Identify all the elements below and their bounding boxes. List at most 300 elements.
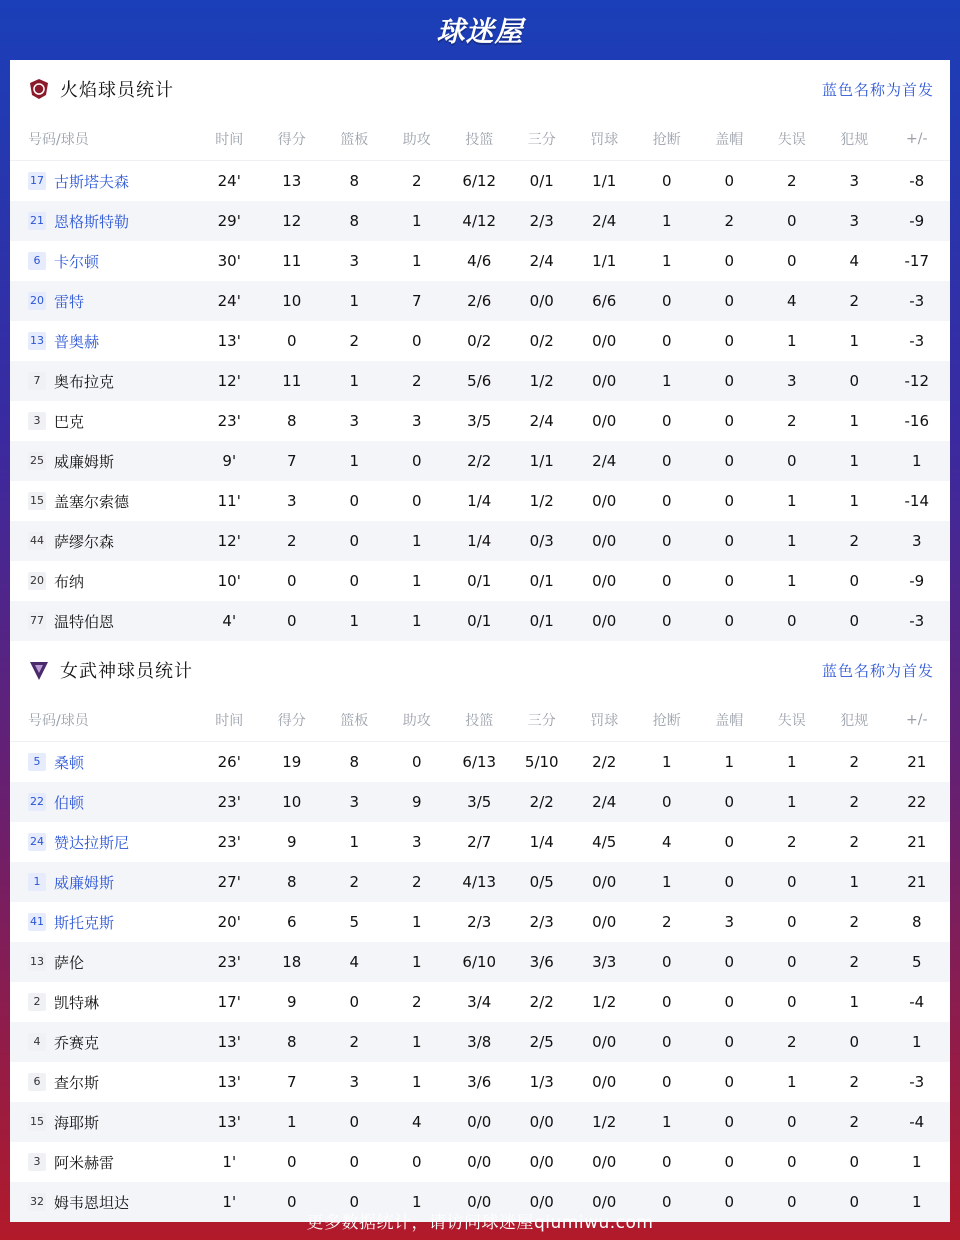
stat-cell: 9 (286, 993, 297, 1011)
stat-cell: -3 (909, 332, 925, 350)
table-row (10, 942, 950, 982)
stat-cell: 2/4 (592, 793, 617, 811)
table-row (10, 161, 950, 201)
stat-cell: 1 (786, 1073, 797, 1091)
stat-cell: 17' (217, 993, 241, 1011)
stat-cell: 0 (349, 572, 360, 590)
stat-cell: 1 (786, 532, 797, 550)
stat-cell: 0 (724, 492, 735, 510)
table-row (10, 782, 950, 822)
stat-cell: 5/6 (467, 372, 492, 390)
player-name[interactable]: 威廉姆斯 (54, 452, 115, 471)
stat-cell: 4 (349, 953, 360, 971)
column-header: 投篮 (465, 713, 494, 729)
stat-cell: 0 (724, 793, 735, 811)
stat-cell: 13' (217, 1113, 241, 1131)
stat-cell: 0/0 (592, 332, 617, 350)
stat-cell: 0 (286, 572, 297, 590)
stat-cell: -16 (904, 412, 929, 430)
page-header (0, 0, 960, 60)
stat-cell: 0 (661, 793, 672, 811)
column-header: 时间 (215, 713, 244, 729)
player-cell (10, 171, 198, 192)
stat-cell: 3 (911, 532, 922, 550)
stat-cell: 2 (849, 532, 860, 550)
table-row (10, 201, 950, 241)
stat-cell: 2 (349, 1033, 360, 1051)
stat-cell: 0 (786, 452, 797, 470)
stat-cell: -9 (909, 572, 925, 590)
stat-cell: 18 (282, 953, 302, 971)
stat-cell: 11 (282, 372, 302, 390)
stat-cell: 10 (282, 292, 302, 310)
jersey-number: 13 (28, 332, 46, 350)
stat-cell: 0 (661, 492, 672, 510)
stat-cell: -14 (904, 492, 929, 510)
stat-cell: 1 (661, 372, 672, 390)
player-cell (10, 912, 198, 933)
stat-cell: 0/0 (467, 1193, 492, 1211)
player-cell (10, 872, 198, 893)
stat-cell: 0 (786, 612, 797, 630)
table-row (10, 982, 950, 1022)
stat-cell: 1 (411, 1073, 422, 1091)
player-cell (10, 331, 198, 352)
column-header: 助攻 (402, 713, 431, 729)
stat-cell: 0 (661, 1193, 672, 1211)
player-cell (10, 1032, 198, 1053)
stat-cell: 0 (411, 332, 422, 350)
stat-cell: 11 (282, 252, 302, 270)
player-name[interactable]: 布纳 (54, 572, 85, 591)
stat-cell: 2/5 (529, 1033, 554, 1051)
stat-cell: 0/2 (529, 332, 554, 350)
stat-cell: 0 (786, 873, 797, 891)
stat-cell: 12' (217, 532, 241, 550)
stat-cell: 2/2 (467, 452, 492, 470)
stat-cell: 21 (907, 833, 927, 851)
table-row (10, 321, 950, 361)
stat-cell: 2 (786, 1033, 797, 1051)
stat-cell: 6 (286, 913, 297, 931)
stat-cell: 0 (661, 1073, 672, 1091)
player-name[interactable]: 萨伦 (54, 953, 85, 972)
player-cell (10, 211, 198, 232)
player-name[interactable]: 萨缪尔森 (54, 532, 115, 551)
stat-cell: -3 (909, 1073, 925, 1091)
stat-cell: 2/4 (592, 452, 617, 470)
stat-cell: 1/2 (592, 993, 617, 1011)
stat-cell: 1 (411, 612, 422, 630)
stat-cell: 0 (411, 452, 422, 470)
stat-cell: 1 (411, 1193, 422, 1211)
column-header: 投篮 (465, 132, 494, 148)
stat-cell: 7 (286, 1073, 297, 1091)
stat-cell: 0 (286, 1153, 297, 1171)
player-name[interactable]: 桑顿 (54, 753, 85, 772)
stat-cell: 0 (849, 572, 860, 590)
stat-cell: 2 (849, 833, 860, 851)
stat-cell: 1 (661, 212, 672, 230)
team-title: 女武神球员统计 (60, 661, 193, 682)
stat-cell: 3 (786, 372, 797, 390)
stat-cell: 1 (411, 532, 422, 550)
table-header-row (10, 699, 950, 742)
stat-cell: 13' (217, 1073, 241, 1091)
player-name[interactable]: 威廉姆斯 (54, 873, 115, 892)
stat-cell: 1 (661, 753, 672, 771)
player-name[interactable]: 赞达拉斯尼 (54, 833, 130, 852)
stat-cell: 0/1 (467, 612, 492, 630)
stat-cell: 1 (661, 1113, 672, 1131)
stat-cell: -4 (909, 1113, 925, 1131)
stat-cell: 0 (724, 1153, 735, 1171)
stat-cell: 5 (349, 913, 360, 931)
stat-cell: 0 (661, 332, 672, 350)
stat-cell: 7 (286, 452, 297, 470)
stat-cell: -17 (904, 252, 929, 270)
player-name[interactable]: 凯特琳 (54, 993, 100, 1012)
stat-cell: 0 (724, 452, 735, 470)
player-cell (10, 1152, 198, 1173)
stat-cell: 3 (411, 412, 422, 430)
stat-cell: 0/1 (529, 172, 554, 190)
stat-cell: 1/4 (467, 492, 492, 510)
stat-cell: 0/0 (592, 913, 617, 931)
column-header: 时间 (215, 132, 244, 148)
jersey-number: 6 (28, 252, 46, 270)
stat-cell: 0 (724, 372, 735, 390)
stat-cell: 0 (724, 1113, 735, 1131)
player-name[interactable]: 伯顿 (54, 793, 85, 812)
player-cell (10, 291, 198, 312)
stat-cell: 22 (907, 793, 927, 811)
stat-cell: 3/6 (529, 953, 554, 971)
stat-cell: 1 (661, 873, 672, 891)
team-section (10, 641, 950, 1222)
stat-cell: 3/4 (467, 993, 492, 1011)
stat-cell: 0/0 (592, 1193, 617, 1211)
stat-cell: 0 (724, 332, 735, 350)
stat-cell: 0/0 (592, 873, 617, 891)
jersey-number: 17 (28, 172, 46, 190)
team-section (10, 60, 950, 641)
stat-cell: 13' (217, 1033, 241, 1051)
stat-cell: 3/5 (467, 793, 492, 811)
stat-cell: 3 (286, 492, 297, 510)
column-header: 罚球 (590, 713, 619, 729)
team-title: 火焰球员统计 (60, 80, 174, 101)
player-name[interactable]: 巴克 (54, 412, 85, 431)
stat-cell: 1 (286, 1113, 297, 1131)
stat-cell: 1 (786, 753, 797, 771)
stat-cell: 0 (286, 332, 297, 350)
stat-cell: 8 (349, 212, 360, 230)
stat-cell: 1 (849, 412, 860, 430)
stat-cell: 0 (661, 953, 672, 971)
player-name[interactable]: 雷特 (54, 292, 85, 311)
stat-cell: 1/3 (529, 1073, 554, 1091)
stat-cell: 1 (349, 372, 360, 390)
stat-cell: 30' (217, 252, 241, 270)
stat-cell: 23' (217, 953, 241, 971)
stat-cell: 4 (661, 833, 672, 851)
stat-cell: -8 (909, 172, 925, 190)
stat-cell: 1' (222, 1153, 237, 1171)
player-name[interactable]: 温特伯恩 (54, 612, 115, 631)
stat-cell: 0 (786, 1153, 797, 1171)
jersey-number: 15 (28, 492, 46, 510)
stat-cell: 2/3 (529, 212, 554, 230)
stat-cell: 2 (849, 1073, 860, 1091)
stat-cell: 2 (849, 292, 860, 310)
stat-cell: 0 (849, 1193, 860, 1211)
team-heading (10, 641, 950, 699)
stat-cell: -9 (909, 212, 925, 230)
stat-cell: 8 (286, 1033, 297, 1051)
stat-cell: 3 (849, 172, 860, 190)
jersey-number: 6 (28, 1073, 46, 1091)
player-cell (10, 531, 198, 552)
stat-cell: 0 (786, 953, 797, 971)
player-cell (10, 952, 198, 973)
stat-cell: 3 (349, 1073, 360, 1091)
stat-cell: 0 (286, 612, 297, 630)
jersey-number: 21 (28, 212, 46, 230)
stat-cell: 0 (661, 412, 672, 430)
table-row (10, 1142, 950, 1182)
player-name[interactable]: 海耶斯 (54, 1113, 100, 1132)
stat-cell: 0/0 (467, 1153, 492, 1171)
stat-cell: 0/2 (467, 332, 492, 350)
player-name[interactable]: 查尔斯 (54, 1073, 100, 1092)
stat-cell: 3 (411, 833, 422, 851)
stat-cell: 0/0 (529, 292, 554, 310)
stat-cell: 21 (907, 873, 927, 891)
stat-cell: 1 (786, 572, 797, 590)
column-header: 失误 (777, 713, 806, 729)
player-cell (10, 992, 198, 1013)
jersey-number: 4 (28, 1033, 46, 1051)
stat-cell: 0 (661, 292, 672, 310)
player-name[interactable]: 盖塞尔索德 (54, 492, 130, 511)
column-header: 篮板 (340, 713, 369, 729)
stat-cell: 2 (661, 913, 672, 931)
stat-cell: 6/6 (592, 292, 617, 310)
stat-cell: 0 (786, 1193, 797, 1211)
column-header: 盖帽 (715, 132, 744, 148)
column-header: 三分 (527, 713, 556, 729)
stat-cell: 0 (724, 172, 735, 190)
stat-cell: 0 (349, 532, 360, 550)
stat-cell: 2/4 (529, 252, 554, 270)
player-name[interactable]: 姆韦恩坦达 (54, 1193, 130, 1212)
stat-cell: 1 (849, 993, 860, 1011)
stat-cell: 0 (724, 1073, 735, 1091)
stat-cell: 0 (724, 612, 735, 630)
stat-cell: 4 (411, 1113, 422, 1131)
stat-cell: 2 (849, 913, 860, 931)
stat-cell: 2 (349, 873, 360, 891)
stat-cell: 1 (411, 572, 422, 590)
stat-cell: 0 (349, 492, 360, 510)
player-name[interactable]: 奥布拉克 (54, 372, 115, 391)
stat-cell: 1/2 (529, 372, 554, 390)
stat-cell: 0/0 (592, 492, 617, 510)
stat-cell: 0 (724, 572, 735, 590)
table-row (10, 481, 950, 521)
stat-cell: 2 (724, 212, 735, 230)
stat-cell: 2/2 (529, 993, 554, 1011)
stat-cell: 1/4 (467, 532, 492, 550)
stat-cell: 2/3 (467, 913, 492, 931)
stat-cell: 1 (411, 953, 422, 971)
stat-cell: 2 (849, 753, 860, 771)
stat-cell: 7 (411, 292, 422, 310)
stat-cell: 2/3 (529, 913, 554, 931)
player-name[interactable]: 普奥赫 (54, 332, 100, 351)
stat-cell: 3/8 (467, 1033, 492, 1051)
stat-cell: 1 (786, 332, 797, 350)
jersey-number: 24 (28, 833, 46, 851)
stat-cell: 1 (911, 1153, 922, 1171)
player-cell (10, 451, 198, 472)
player-name[interactable]: 乔赛克 (54, 1033, 100, 1052)
table-row (10, 521, 950, 561)
stat-cell: 23' (217, 793, 241, 811)
stat-cell: 11' (217, 492, 241, 510)
stat-cell: 0 (349, 1153, 360, 1171)
stat-cell: 1 (349, 833, 360, 851)
stat-cell: 0 (724, 873, 735, 891)
stat-cell: 1 (911, 1193, 922, 1211)
stat-cell: 2 (849, 1113, 860, 1131)
site-logo: 球迷屋 (436, 15, 524, 48)
player-name[interactable]: 恩格斯特勒 (54, 212, 130, 231)
stat-cell: 12' (217, 372, 241, 390)
stat-cell: 23' (217, 412, 241, 430)
stat-cell: 0 (661, 993, 672, 1011)
player-cell (10, 411, 198, 432)
stat-cell: 24' (217, 292, 241, 310)
stat-cell: 1 (661, 252, 672, 270)
player-name[interactable]: 斯托克斯 (54, 913, 115, 932)
stat-cell: 0 (661, 612, 672, 630)
stat-cell: 3/3 (592, 953, 617, 971)
stat-cell: 0 (724, 532, 735, 550)
table-row (10, 1062, 950, 1102)
stat-cell: 0 (661, 172, 672, 190)
stat-cell: 0/3 (529, 532, 554, 550)
column-header: +/- (906, 712, 928, 728)
stat-cell: 0 (786, 252, 797, 270)
stat-cell: 1/4 (529, 833, 554, 851)
stat-cell: 3 (349, 793, 360, 811)
stat-cell: 1 (411, 1033, 422, 1051)
player-name[interactable]: 古斯塔夫森 (54, 172, 130, 191)
stat-cell: 1 (349, 452, 360, 470)
player-cell (10, 752, 198, 773)
stat-cell: 0 (411, 753, 422, 771)
stat-cell: 0/0 (592, 1153, 617, 1171)
table-row (10, 281, 950, 321)
stat-cell: 9' (222, 452, 237, 470)
table-row (10, 561, 950, 601)
stat-cell: 0 (786, 1113, 797, 1131)
stat-cell: 0 (849, 1153, 860, 1171)
stat-cell: 0/1 (529, 612, 554, 630)
stat-cell: 1 (349, 612, 360, 630)
stat-cell: 2/2 (529, 793, 554, 811)
stat-cell: 10 (282, 793, 302, 811)
stat-cell: 0/0 (592, 612, 617, 630)
footer-text[interactable]: 更多数据统计，请访问球迷屋qiumiwu.com (306, 1212, 654, 1233)
stat-cell: 0 (411, 1153, 422, 1171)
jersey-number: 5 (28, 753, 46, 771)
stat-cell: 21 (907, 753, 927, 771)
stat-cell: 0/0 (467, 1113, 492, 1131)
column-header: 三分 (527, 132, 556, 148)
jersey-number: 77 (28, 612, 46, 630)
player-name[interactable]: 卡尔顿 (54, 252, 100, 271)
stat-cell: 2 (411, 172, 422, 190)
stat-cell: 1/2 (529, 492, 554, 510)
jersey-number: 2 (28, 993, 46, 1011)
stat-cell: 2/4 (529, 412, 554, 430)
player-name[interactable]: 阿米赫雷 (54, 1153, 115, 1172)
stat-cell: 1 (849, 332, 860, 350)
stat-cell: 0/0 (592, 372, 617, 390)
stat-cell: 1 (849, 873, 860, 891)
jersey-number: 22 (28, 793, 46, 811)
jersey-number: 7 (28, 372, 46, 390)
jersey-number: 1 (28, 873, 46, 891)
jersey-number: 32 (28, 1193, 46, 1211)
stat-cell: 4/12 (462, 212, 497, 230)
stat-cell: 0 (724, 1193, 735, 1211)
stat-cell: 2 (786, 412, 797, 430)
stat-cell: 1/1 (592, 172, 617, 190)
table-row (10, 401, 950, 441)
valkyries-team-logo-icon (28, 659, 50, 681)
table-row (10, 1102, 950, 1142)
stat-cell: 0 (724, 953, 735, 971)
column-header: 犯规 (840, 132, 869, 148)
column-header: 助攻 (402, 132, 431, 148)
stat-cell: 12 (282, 212, 302, 230)
stat-cell: 0/0 (529, 1113, 554, 1131)
stat-cell: 0 (661, 1153, 672, 1171)
stat-cell: 0/0 (592, 532, 617, 550)
stat-cell: 2 (411, 873, 422, 891)
stat-cell: 9 (411, 793, 422, 811)
stat-cell: 2/6 (467, 292, 492, 310)
stat-cell: 0 (724, 833, 735, 851)
stat-cell: 6/13 (462, 753, 497, 771)
table-row (10, 822, 950, 862)
column-header: 号码/球员 (28, 132, 89, 148)
stat-cell: 3/5 (467, 412, 492, 430)
stat-cell: 20' (217, 913, 241, 931)
stat-cell: 0/0 (592, 1033, 617, 1051)
stat-cell: 2 (286, 532, 297, 550)
stat-cell: 6/10 (462, 953, 497, 971)
stat-cell: 24' (217, 172, 241, 190)
stat-cell: 2 (786, 833, 797, 851)
jersey-number: 3 (28, 412, 46, 430)
stat-cell: 1 (786, 492, 797, 510)
column-header: 号码/球员 (28, 713, 89, 729)
